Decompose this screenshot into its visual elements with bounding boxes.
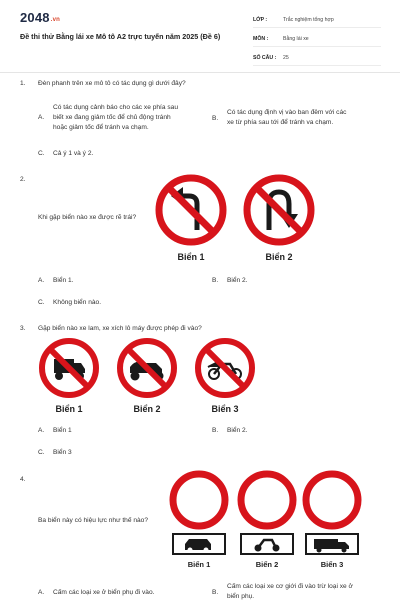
q3-sign-label-2: Biển 2: [133, 404, 161, 414]
q3-sign-label-3: Biển 3: [211, 404, 239, 414]
q4-sign-label-1: Biển 1: [187, 560, 211, 569]
sign-no-entry-motorbike-icon: [237, 470, 297, 556]
q4-sign-label-2: Biển 2: [255, 560, 279, 569]
exam-title: Đề thi thử Bằng lái xe Mô tô A2 trực tuyến năm 2025 (Đề 6): [20, 32, 221, 41]
exam-header: [0, 0, 400, 73]
meta-count: SỐ CÂU : 25: [253, 50, 381, 66]
q4-sign-label-3: Biển 3: [320, 560, 344, 569]
sign-no-entry-truck-icon: [302, 470, 362, 556]
sign-no-u-turn-icon: [243, 174, 315, 246]
sign-no-entry-car-icon: [169, 470, 229, 556]
sign-no-tricycle-truck-icon: [38, 337, 100, 399]
site-logo[interactable]: 2048.vn: [20, 10, 61, 25]
sign-no-cyclo-icon: [116, 337, 178, 399]
q2-sign-label-1: Biển 1: [177, 252, 205, 262]
meta-class: LỚP : Trắc nghiệm tổng hợp: [253, 12, 381, 28]
meta-subject: MÔN : Bằng lái xe: [253, 31, 381, 47]
q2-sign-label-2: Biển 2: [265, 252, 293, 262]
exam-page: 2048.vn Đề thi thử Bằng lái xe Mô tô A2 trực tuyến năm 2025 (Đề 6) LỚP : Trắc nghiệm tổng hợp MÔN : Bằng lái xe SỐ CÂU : 25 1. Đèn phanh trên xe mô tô có tác dụng gì dưới đây? A. Có tác dụng cảnh báo cho các xe phía sau biết xe đang giảm tốc để chủ động tránh hoặc giảm tốc để tránh va chạm. B. Có tác dụng định vị vào ban đêm với các xe từ phía sau tới để tránh va chạm. C. Cả ý 1 và ý 2. 2. Khi gặp biển nào xe được rẽ trái? Biển 1 Biển 2 A. Biển 1. B. Biển 2. C. Không biển nào. 3. Gặp biển nào xe lam, xe xích lô máy được phép đi vào? Biển 1 Biển 2 Biển 3 A. Biển 1 B. Biển 2. C. Biển 3 4. Ba biển này có hiệu lực như thế nào? Biển 1 Biển 2 Biển 3 A. Cấm các loại xe ở biển phụ đi vào. B. Cấm các loại xe cơ giới đi vào trừ loại xe ở biển phụ.: [0, 0, 400, 600]
exam-meta: [253, 12, 381, 69]
sign-no-motorbike-bicycle-icon: [194, 337, 256, 399]
q3-sign-label-1: Biển 1: [55, 404, 83, 414]
sign-no-left-turn-icon: [155, 174, 227, 246]
